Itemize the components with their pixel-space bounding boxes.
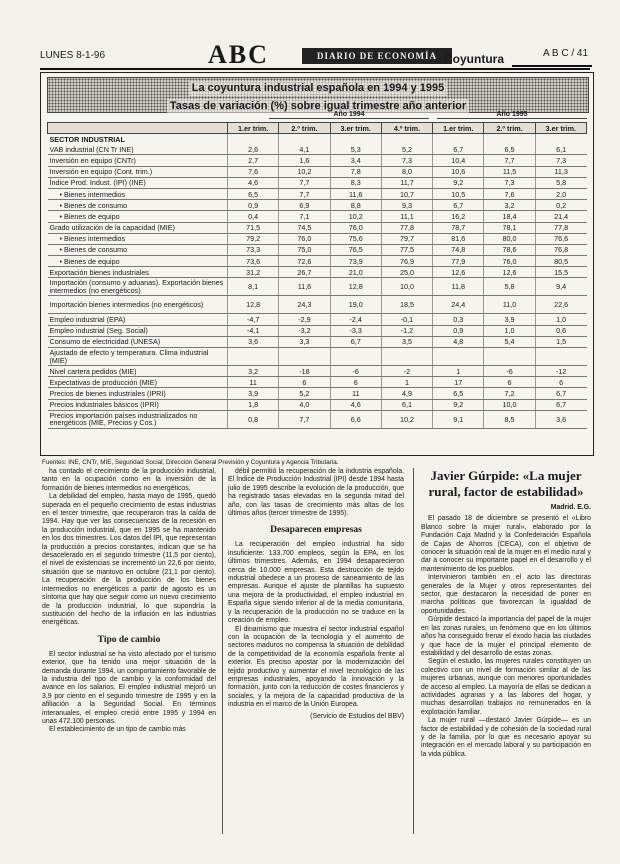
column-header: 1.er trim. [228,123,279,134]
cell-value: 0,3 [433,314,484,325]
cell-value: 79,7 [381,233,432,244]
cell-value [381,348,432,366]
row-label: Importación bienes intermedios (no energéticos) [48,296,228,314]
cell-value: 21,0 [330,267,381,278]
cell-value: 3,9 [228,388,279,399]
paragraph: La recuperación del empleo industrial ha sido insuficiente: 133.700 empleos, según la EPA, en los últimos trimestres. Además, en 1994 desaparecieron cerca de 10.000 empresas. Esta destrucción de tejido industrial obedece a un proceso de saneamiento de las empresas. Aunque el ajuste de plantillas ha supuesto una mejora de la productividad, el empleo industrial en España sigue siendo inferior al de la media comunitaria, y la recuperación de la producción no se traduce en la creación de empleo. [228,541,404,625]
row-label: • Bienes de equipo [48,256,228,267]
cell-value: 77,8 [535,222,586,233]
supplement-title: DIARIO DE ECONOMÍA [302,48,452,64]
cell-value: 21,4 [535,211,586,222]
cell-value: 11,5 [484,166,535,177]
cell-value: 17 [433,377,484,388]
row-label: Importación (consumo y aduanas). Exportación bienes intermedios (no energéticos) [48,278,228,296]
table-row [48,314,587,325]
table-row [48,296,587,314]
table-row [48,278,587,296]
cell-value: -2,9 [279,314,330,325]
cell-value: 8,1 [228,278,279,296]
cell-value: 1,6 [279,155,330,166]
paragraph: El sector industrial se ha visto afectado por el turismo exterior, que ha tenido una mejor situación de la demanda durante 1994, un comportamiento favorable de la industria del tipo de cambio y la conformidad del avance en los salarios. El empleo industrial mejoró un 3,9 por ciento en el segundo trimestre de 1995 y en la afiliación a la Seguridad Social. En términos interanuales, el empleo creció entre 1995 y 1994 en unas 472.100 personas. [42,650,216,725]
table-row [48,200,587,211]
table-row [48,155,587,166]
cell-value: 12,6 [433,267,484,278]
cell-value: 6,7 [433,200,484,211]
table-row [48,244,587,255]
cell-value: 10,2 [279,166,330,177]
row-label: VAB industrial (CN Tr INE) [48,144,228,155]
cell-value: 8,5 [484,410,535,428]
cell-value [535,348,586,366]
row-label: Empleo industrial (EPA) [48,314,228,325]
cell-value: 5,2 [381,144,432,155]
indicators-table [47,122,587,429]
cell-value: 6,7 [535,388,586,399]
cell-value [228,348,279,366]
cell-value: 1 [381,377,432,388]
row-label: Expectativas de producción (MIE) [48,377,228,388]
cell-value: 18,4 [484,211,535,222]
cell-value: 0,4 [228,211,279,222]
cell-value: 76,9 [381,256,432,267]
cell-value: 6,1 [535,144,586,155]
cell-value: 6,5 [433,388,484,399]
cell-value: 1,0 [484,325,535,336]
cell-value: 0,8 [228,410,279,428]
label-header [48,123,228,134]
cell-value: 10,6 [433,166,484,177]
cell-value: 6 [535,377,586,388]
cell-value: 2,7 [228,155,279,166]
cell-value: 6,7 [535,399,586,410]
bullet-icon: • [59,211,65,221]
cell-value: 3,2 [484,200,535,211]
paragraph: La mujer rural —destacó Javier Gúrpide— es un factor de estabilidad y de cohesión de la sociedad rural y de la familia, por lo que es necesario apoyar su integración en el mercado laboral y su participación en la vida pública. [421,717,591,758]
cell-value: 8,0 [381,166,432,177]
table-row [48,177,587,188]
article-column-2 [228,468,404,721]
cell-value: 6,7 [433,144,484,155]
bullet-icon: • [59,245,65,255]
column-header: 3.er trim. [330,123,381,134]
year-header-1994: Año 1994 [269,111,429,119]
cell-value: 72,6 [279,256,330,267]
table-row [48,348,587,366]
column-header: 2.º trim. [484,123,535,134]
cell-value: 11 [330,388,381,399]
subheading: Desaparecen empresas [270,525,362,536]
cell-value: 5,4 [484,336,535,347]
cell-value: 11,6 [279,278,330,296]
cell-value: -2 [381,366,432,377]
cell-value: 6 [279,377,330,388]
cell-value [330,348,381,366]
cell-value: 3,5 [381,336,432,347]
cell-value [279,134,330,145]
cell-value: 22,6 [535,296,586,314]
row-label: • Bienes intermedios [48,233,228,244]
cell-value: 73,3 [228,244,279,255]
cell-value: -4,7 [228,314,279,325]
cell-value: 7,3 [484,177,535,188]
cell-value: 76,6 [535,233,586,244]
cell-value: 78,1 [484,222,535,233]
row-label: • Bienes de consumo [48,244,228,255]
row-label: Inversión en equipo (CNTr) [48,155,228,166]
cell-value: 6,7 [330,336,381,347]
row-label: • Bienes de equipo [48,211,228,222]
cell-value: 9,1 [433,410,484,428]
cell-value: 77,5 [381,244,432,255]
cell-value: 1,8 [228,399,279,410]
cell-value [330,134,381,145]
table-row [48,211,587,222]
cell-value: 24,3 [279,296,330,314]
cell-value: 76,5 [330,244,381,255]
table-row [48,166,587,177]
table-row [48,188,587,199]
subheading: Tipo de cambio [97,634,161,645]
cell-value: -6 [484,366,535,377]
figure-sources: Fuentes: INE, CNTr, MIE, Seguridad Social, Dirección General Previsión y Coyuntura y Agencia Tributaria. [42,459,339,466]
cell-value: 19,0 [330,296,381,314]
cell-value: 11,7 [381,177,432,188]
cell-value: 9,4 [535,278,586,296]
cell-value: 10,2 [330,211,381,222]
row-label: Índice Prod. Indust. (IPI) (INE) [48,177,228,188]
cell-value: 24,4 [433,296,484,314]
table-row [48,256,587,267]
cell-value: 4,1 [279,144,330,155]
cell-value: 6,6 [330,410,381,428]
cell-value: 74,8 [433,244,484,255]
cell-value: 71,5 [228,222,279,233]
row-label: Consumo de electricidad (UNESA) [48,336,228,347]
cell-value: 7,7 [279,177,330,188]
cell-value: 7,7 [484,155,535,166]
column-header: 4.º trim. [381,123,432,134]
cell-value: 7,3 [381,155,432,166]
issue-date: LUNES 8-1-96 [40,50,106,61]
cell-value: 76,0 [330,222,381,233]
cell-value: -4,1 [228,325,279,336]
row-label: SECTOR INDUSTRIAL [49,134,125,144]
cell-value: 2,6 [228,144,279,155]
row-label: Grado utilización de la capacidad (MIE) [48,222,228,233]
figure-title: La coyuntura industrial española en 1994 y 1995 [189,81,448,96]
bullet-icon: • [59,256,65,266]
cell-value: 0,6 [535,325,586,336]
row-label: Nivel cartera pedidos (MIE) [48,366,228,377]
cell-value: 0,9 [228,200,279,211]
bullet-icon: • [59,189,65,199]
cell-value: 5,2 [279,388,330,399]
cell-value: 0,9 [433,325,484,336]
paragraph: ha contado el crecimiento de la producción industrial, tanto en la ocupación como en la inversión de la formación de bienes intermedios no energéticos. [42,468,216,492]
cell-value: 16,2 [433,211,484,222]
source-note: (Servicio de Estudios del BBV) [310,712,404,720]
cell-value: 81,6 [433,233,484,244]
cell-value: 6,9 [279,200,330,211]
row-label: Precios importación países industrializados no energéticos (MIE, Precios y Cos.) [48,410,228,428]
paragraph: El pasado 18 de diciembre se presentó el «Libro Blanco sobre la mujer rural», elaborado por la Fundación Caja Madrid y la Confederación Española de Cajas de Ahorros (CECA), con el objetivo de conocer la situación real de la mujer en el medio rural y dar a conocer su importante papel en el desarrollo y el mantenimiento de los pueblos. [421,515,591,573]
cell-value: 25,0 [381,267,432,278]
figure-subtitle: Tasas de variación (%) sobre igual trimestre año anterior [167,99,469,114]
cell-value: 6,1 [381,399,432,410]
cell-value: 12,8 [330,278,381,296]
column-divider [222,468,223,834]
row-label: Precios de bienes industriales (IPRI) [48,388,228,399]
cell-value [228,134,279,145]
cell-value: 8,3 [330,177,381,188]
table-row [48,144,587,155]
cell-value: 15,5 [535,267,586,278]
cell-value: 10,0 [381,278,432,296]
cell-value: -6 [330,366,381,377]
cell-value [433,348,484,366]
cell-value: 7,7 [279,188,330,199]
cell-value: 18,5 [381,296,432,314]
cell-value: 3,2 [228,366,279,377]
cell-value: 1,0 [535,314,586,325]
cell-value: 10,0 [484,399,535,410]
cell-value: 73,6 [228,256,279,267]
cell-value: 4,6 [330,399,381,410]
cell-value: 11,0 [484,296,535,314]
page-header [40,40,590,70]
article-column-1 [42,468,216,735]
paragraph: Gúrpide destacó la importancia del papel de la mujer en las zonas rurales, un fenómeno que en los últimos años ha conseguido frenar el éxodo hacia las ciudades y que hace de la mujer el principal elemento de estabilidad y del desarrollo de estas zonas. [421,616,591,657]
cell-value: 80,0 [484,233,535,244]
table-row [48,399,587,410]
bullet-icon: • [59,234,65,244]
cell-value: 9,3 [381,200,432,211]
paragraph: El dinamismo que muestra el sector industrial español con la ocupación de la tecnología y el aumento de sectores maduros no compensa la situación de debilidad de la competitividad de la economía española frente al exterior. Es preciso apostar por la modernización del tejido productivo y aumentar el nivel tecnológico de las empresas industriales, apoyando la innovación y la formación, junto con la reducción de costes financieros y sociales, y la mejora de la capacidad productiva de la industria en el marco de la Unión Europea. [228,625,404,709]
cell-value: 11,6 [330,188,381,199]
cell-value: 7,3 [535,155,586,166]
cell-value [279,348,330,366]
year-header-1995: Año 1995 [437,111,587,119]
cell-value [484,348,535,366]
cell-value: 79,2 [228,233,279,244]
cell-value: 11,3 [535,166,586,177]
cell-value: 8,8 [330,200,381,211]
bullet-icon: • [59,200,65,210]
cell-value [535,134,586,145]
cell-value: -0,1 [381,314,432,325]
cell-value: -3,3 [330,325,381,336]
cell-value [433,134,484,145]
cell-value: 6,5 [228,188,279,199]
cell-value: 74,5 [279,222,330,233]
cell-value: 7,7 [279,410,330,428]
cell-value: 9,2 [433,177,484,188]
cell-value: 4,6 [228,177,279,188]
cell-value: 10,2 [381,410,432,428]
cell-value: 1,5 [535,336,586,347]
paragraph: La debilidad del empleo, hasta mayo de 1995, quedó superada en el pequeño crecimiento de estas industrias en el tercer trimestre, que recuperaron tras la caída de 1994. Hay que ver las consecuencias de la recesión en la producción industrial, que en 1995 se ha mantenido en los dos trimestres. Los datos del IPI, que representan la producción a precios constantes, indican que se ha desacelerado en el segundo trimestre (11,5 por ciento), el nivel de existencias se incrementó un 22,6 por ciento, situación que se mantuvo en octubre (21,1 por ciento). La recuperación de la producción de los bienes intermedios no energéticos a partir de agosto es un síntoma que hay que seguir como un nuevo crecimiento de la producción industrial, lo que supondría la sustitución del hecho de la inflación en las industrias energéticas. [42,493,216,627]
cell-value: 11,8 [433,278,484,296]
column-header: 2.º trim. [279,123,330,134]
cell-value: 9,2 [433,399,484,410]
cell-value: 77,8 [381,222,432,233]
statistics-figure [40,72,594,456]
table-row [48,267,587,278]
cell-value [381,134,432,145]
cell-value: 76,8 [535,244,586,255]
cell-value: 10,7 [381,188,432,199]
cell-value: 75,6 [330,233,381,244]
cell-value: 5,8 [484,278,535,296]
paragraph: Según el estudio, las mujeres rurales constituyen un colectivo con un nivel de formación similar al de las mujeres urbanas, aunque con menores oportunidades de acceso al empleo. La mayoría de ellas se dedican a actividades agrarias y a las labores del hogar, y muchas desarrollan trabajos no remunerados en la explotación familiar. [421,658,591,716]
cell-value: 4,9 [381,388,432,399]
row-label: Precios industriales básicos (IPRI) [48,399,228,410]
cell-value: 76,0 [484,256,535,267]
table-row [48,325,587,336]
table-row [48,388,587,399]
cell-value: 11 [228,377,279,388]
cell-value: 2,0 [535,188,586,199]
cell-value: 12,8 [228,296,279,314]
table-header-row [48,123,587,134]
cell-value: 10,5 [433,188,484,199]
row-label: Ajustado de efecto y temperatura. Clima industrial (MIE) [48,348,228,366]
cell-value: 5,8 [535,177,586,188]
cell-value: 31,2 [228,267,279,278]
cell-value: -18 [279,366,330,377]
cell-value: -1,2 [381,325,432,336]
paragraph: débil permitió la recuperación de la industria española. El Índice de Producción Industrial (IPI) desde 1994 hasta julio de 1995 describe la evolución de la producción, que ha registrado tasas elevadas en la segunda mitad del año, con las tasas de crecimiento más altas de los últimos años (tercer trimestre de 1995). [228,468,404,518]
cell-value: 0,2 [535,200,586,211]
cell-value: 7,1 [279,211,330,222]
cell-value: 75,0 [279,244,330,255]
table-row [48,377,587,388]
dateline: Madrid. E.G. [550,504,591,511]
cell-value: 3,6 [535,410,586,428]
table-row [48,336,587,347]
cell-value: 26,7 [279,267,330,278]
table-row [48,233,587,244]
column-header: 3.er trim. [535,123,586,134]
table-row [48,134,587,145]
column-header: 1.er trim. [433,123,484,134]
cell-value: 3,9 [484,314,535,325]
figure-title-box [47,77,589,113]
section-title: Coyuntura [444,52,504,66]
row-label: Inversión en equipo (Cont. trim.) [48,166,228,177]
cell-value: 1 [433,366,484,377]
cell-value: 3,3 [279,336,330,347]
cell-value: 6,5 [484,144,535,155]
row-label: Exportación bienes industriales [48,267,228,278]
section-rule [512,65,592,67]
cell-value: 7,6 [484,188,535,199]
cell-value: 78,7 [433,222,484,233]
column-divider [413,468,414,834]
cell-value [484,134,535,145]
cell-value: 7,6 [228,166,279,177]
cell-value: 3,4 [330,155,381,166]
cell-value: 78,6 [484,244,535,255]
cell-value: 12,6 [484,267,535,278]
cell-value: 4,0 [279,399,330,410]
cell-value: -2,4 [330,314,381,325]
cell-value: 10,4 [433,155,484,166]
table-row [48,366,587,377]
row-label: Empleo industrial (Seg. Social) [48,325,228,336]
table-row [48,222,587,233]
cell-value: 4,8 [433,336,484,347]
cell-value: 3,6 [228,336,279,347]
article-headline: Javier Gúrpide: «La mujer rural, factor de estabilidad» [428,468,584,499]
cell-value: 5,3 [330,144,381,155]
paragraph: El establecimiento de un tipo de cambio más [49,726,186,734]
cell-value: 7,2 [484,388,535,399]
paragraph: Intervinieron también en el acto las directoras generales de la Mujer y otros representantes del sector, que destacaron la necesidad de poner en marcha políticas que favorezcan la igualdad de oportunidades. [421,574,591,615]
cell-value: 77,9 [433,256,484,267]
cell-value: 11,1 [381,211,432,222]
cell-value: 80,5 [535,256,586,267]
article-gurpide [421,468,591,759]
row-label: • Bienes intermedios [48,188,228,199]
cell-value: 7,8 [330,166,381,177]
newspaper-logo: ABC [208,40,269,69]
page-number: A B C / 41 [543,48,589,59]
cell-value: -12 [535,366,586,377]
cell-value: 73,9 [330,256,381,267]
cell-value: 6 [330,377,381,388]
cell-value: -3,2 [279,325,330,336]
row-label: • Bienes de consumo [48,200,228,211]
cell-value: 6 [484,377,535,388]
cell-value: 76,0 [279,233,330,244]
table-row [48,410,587,428]
